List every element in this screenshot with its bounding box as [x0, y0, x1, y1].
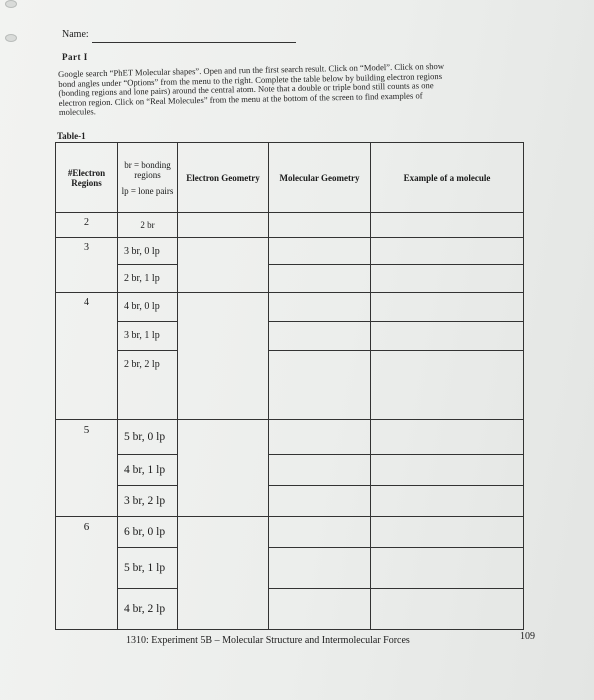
header-br-definition: br = bonding regions [124, 159, 171, 180]
table-row [56, 486, 524, 517]
molecular-shapes-table [55, 142, 524, 630]
header-lp-definition: lp = lone pairs [121, 185, 174, 196]
table-row [56, 420, 524, 455]
molecular-geometry-answer[interactable] [269, 420, 371, 455]
header-example: Example of a molecule [371, 143, 524, 213]
table-row [56, 213, 524, 238]
table-row [56, 265, 524, 293]
br-lp-cell: 6 br, 0 lp [118, 516, 178, 547]
electron-geometry-answer[interactable] [178, 293, 269, 420]
molecular-geometry-answer[interactable] [269, 547, 371, 588]
example-molecule-answer[interactable] [371, 321, 524, 350]
example-molecule-answer[interactable] [371, 547, 524, 588]
electron-regions-cell: 3 [56, 237, 118, 292]
br-lp-cell: 4 br, 2 lp [118, 588, 178, 629]
example-molecule-answer[interactable] [371, 486, 524, 517]
molecular-geometry-answer[interactable] [269, 455, 371, 486]
electron-geometry-answer[interactable] [178, 237, 269, 292]
binder-ring-hole [5, 34, 17, 42]
electron-geometry-answer[interactable] [178, 420, 269, 517]
electron-regions-cell: 6 [56, 516, 118, 629]
table-row [56, 350, 524, 420]
table-header-row [56, 143, 524, 213]
example-molecule-answer[interactable] [371, 265, 524, 293]
br-lp-cell: 2 br [118, 213, 178, 238]
instructions-paragraph: Google search “PhET Molecular shapes”. Open and run the first search result. Click on “Model”. Click on show bond angles under “Options” from the menu to the right. Complete the table below by building electron regions (bonding regions and lone pairs) around the central atom. Note that a double or triple bond still counts as one electron region. Click on “Real Molecules” from the menu at the bottom of the screen to find examples of molecules. [57, 60, 445, 118]
table-row [56, 237, 524, 265]
example-molecule-answer[interactable] [371, 350, 524, 420]
molecular-geometry-answer[interactable] [269, 350, 371, 420]
example-molecule-answer[interactable] [371, 420, 524, 455]
part-heading: Part I [62, 52, 88, 62]
table-row [56, 516, 524, 547]
header-electron-geometry: Electron Geometry [178, 143, 269, 213]
example-molecule-answer[interactable] [371, 516, 524, 547]
molecular-geometry-answer[interactable] [269, 321, 371, 350]
header-br-lp [118, 143, 178, 213]
example-molecule-answer[interactable] [371, 588, 524, 629]
table-row [56, 321, 524, 350]
example-molecule-answer[interactable] [371, 213, 524, 238]
br-lp-cell: 3 br, 2 lp [118, 486, 178, 517]
electron-regions-cell: 5 [56, 420, 118, 517]
molecular-geometry-answer[interactable] [269, 486, 371, 517]
binder-ring-hole [5, 0, 17, 8]
table-row [56, 588, 524, 629]
molecular-geometry-answer[interactable] [269, 588, 371, 629]
electron-regions-cell: 4 [56, 293, 118, 420]
molecular-geometry-answer[interactable] [269, 237, 371, 265]
br-lp-cell: 4 br, 1 lp [118, 455, 178, 486]
br-lp-cell: 2 br, 2 lp [118, 350, 178, 420]
electron-geometry-answer[interactable] [178, 213, 269, 238]
table-label: Table-1 [57, 131, 86, 141]
table-row [56, 547, 524, 588]
example-molecule-answer[interactable] [371, 455, 524, 486]
br-lp-cell: 5 br, 1 lp [118, 547, 178, 588]
molecular-geometry-answer[interactable] [269, 516, 371, 547]
br-lp-cell: 4 br, 0 lp [118, 293, 178, 322]
example-molecule-answer[interactable] [371, 237, 524, 265]
footer-experiment-title: 1310: Experiment 5B – Molecular Structure and Intermolecular Forces [126, 635, 410, 646]
header-electron-regions: #Electron Regions [56, 143, 118, 213]
molecular-geometry-answer[interactable] [269, 265, 371, 293]
br-lp-cell: 3 br, 0 lp [118, 237, 178, 265]
table-row [56, 293, 524, 322]
example-molecule-answer[interactable] [371, 293, 524, 322]
header-molecular-geometry: Molecular Geometry [269, 143, 371, 213]
table-row [56, 455, 524, 486]
br-lp-cell: 2 br, 1 lp [118, 265, 178, 293]
electron-geometry-answer[interactable] [178, 516, 269, 629]
br-lp-cell: 5 br, 0 lp [118, 420, 178, 455]
molecular-geometry-answer[interactable] [269, 293, 371, 322]
molecular-geometry-answer[interactable] [269, 213, 371, 238]
br-lp-cell: 3 br, 1 lp [118, 321, 178, 350]
electron-regions-cell: 2 [56, 213, 118, 238]
name-label: Name: [62, 29, 89, 40]
page-number: 109 [520, 631, 535, 642]
name-blank[interactable] [92, 42, 296, 43]
